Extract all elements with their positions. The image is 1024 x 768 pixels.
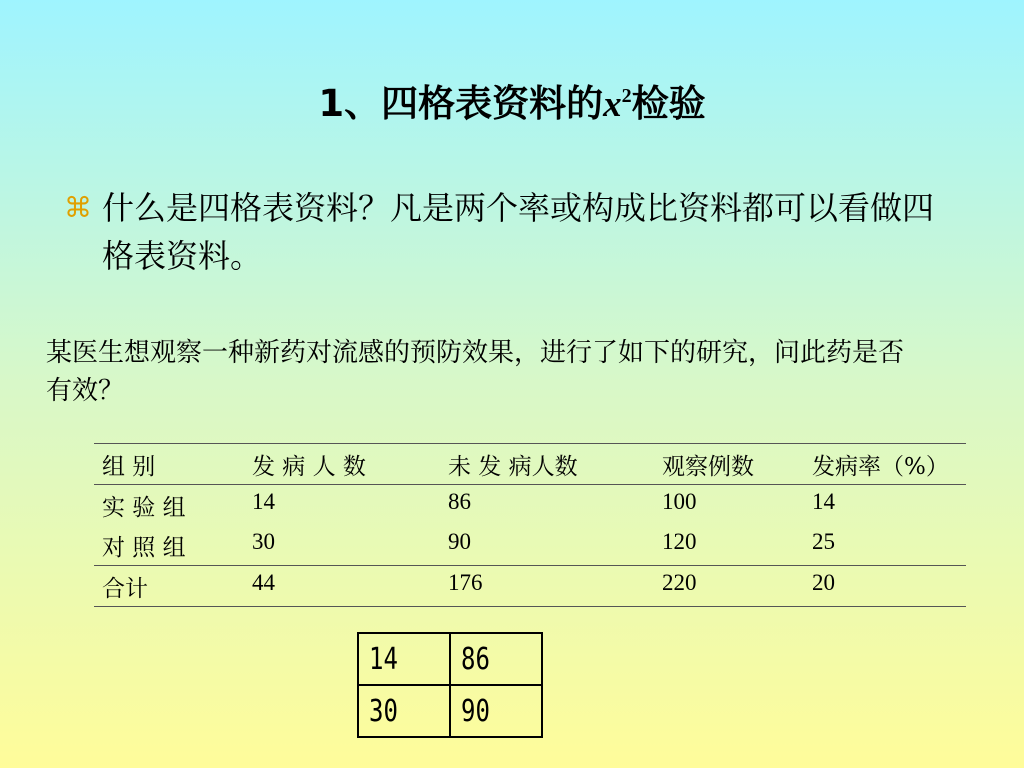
table-cell: 86 — [448, 489, 471, 514]
fourfold-row — [358, 685, 542, 737]
fourfold-cell: 86 — [450, 633, 542, 685]
table-cell: 14 — [812, 489, 835, 514]
table-cell: 220 — [662, 570, 697, 595]
command-icon: ⌘ — [64, 191, 92, 224]
table-cell: 25 — [812, 529, 835, 554]
row-label: 合计 — [102, 576, 148, 602]
study-table — [94, 443, 966, 607]
title-suffix: 检验 — [631, 82, 706, 125]
header-cases: 发 病 人 数 — [252, 454, 366, 480]
table-cell: 14 — [252, 489, 275, 514]
table-cell: 30 — [252, 529, 275, 554]
title-prefix: 1、四格表资料的 — [318, 82, 604, 125]
table-row — [94, 525, 966, 566]
header-rate: 发病率（%） — [812, 454, 949, 480]
question-text: 某医生想观察一种新药对流感的预防效果，进行了如下的研究，问此药是否有效？ — [46, 338, 905, 406]
table-row — [94, 485, 966, 526]
table-cell: 100 — [662, 489, 697, 514]
table-cell: 120 — [662, 529, 697, 554]
title-superscript: 2 — [621, 85, 632, 107]
fourfold-cell: 30 — [358, 685, 450, 737]
table-header-row — [94, 444, 966, 485]
table-cell: 90 — [448, 529, 471, 554]
fourfold-table — [357, 632, 543, 738]
slide-title — [0, 66, 1024, 135]
fourfold-cell: 90 — [450, 685, 542, 737]
title-variable: x — [603, 84, 622, 125]
fourfold-cell: 14 — [358, 633, 450, 685]
table-cell: 20 — [812, 570, 835, 595]
table-total-row — [94, 566, 966, 607]
table-cell: 44 — [252, 570, 275, 595]
row-label: 对 照 组 — [102, 535, 186, 561]
bullet-text: 什么是四格表资料？凡是两个率或构成比资料都可以看做四格表资料。 — [102, 189, 935, 275]
header-group: 组 别 — [102, 454, 156, 480]
fourfold-row — [358, 633, 542, 685]
row-label: 实 验 组 — [102, 495, 186, 521]
table-cell: 176 — [448, 570, 483, 595]
header-observed: 观察例数 — [662, 454, 754, 480]
header-noncases: 未 发 病人数 — [448, 454, 578, 480]
